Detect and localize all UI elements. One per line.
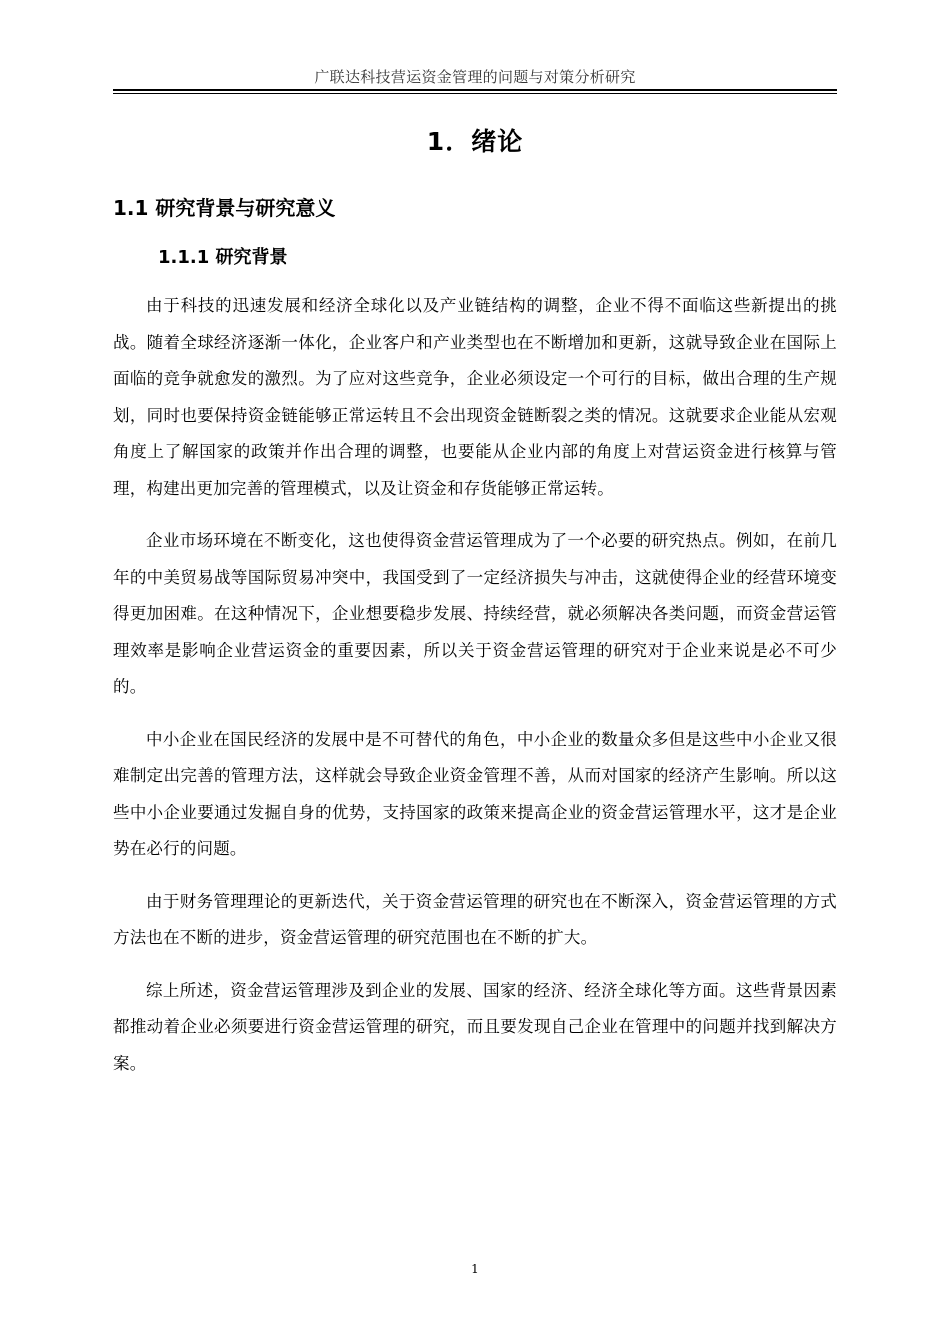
paragraph-1: 由于科技的迅速发展和经济全球化以及产业链结构的调整，企业不得不面临这些新提出的挑战。随着全球经济逐渐一体化，企业客户和产业类型也在不断增加和更新，这就导致企业在国际上面临的竞争就愈发的激烈。为了应对这些竞争，企业必须设定一个可行的目标，做出合理的生产规划，同时也要保持资金链能够正常运转且不会出现资金链断裂之类的情况。这就要求企业能从宏观角度上了解国家的政策并作出合理的调整，也要能从企业内部的角度上对营运资金进行核算与管理，构建出更加完善的管理模式，以及让资金和存货能够正常运转。 [113, 296, 837, 498]
paragraph-4: 由于财务管理理论的更新迭代，关于资金营运管理的研究也在不断深入，资金营运管理的方式方法也在不断的进步，资金营运管理的研究范围也在不断的扩大。 [113, 891, 837, 947]
page-number: 1 [471, 1262, 479, 1276]
running-header: 广联达科技营运资金管理的问题与对策分析研究 [314, 68, 636, 86]
paragraph-2: 企业市场环境在不断变化，这也使得资金营运管理成为了一个必要的研究热点。例如，在前几年的中美贸易战等国际贸易冲突中，我国受到了一定经济损失与冲击，这就使得企业的经营环境变得更加困难。在这种情况下，企业想要稳步发展、持续经营，就必须解决各类问题，而资金营运管理效率是影响企业营运资金的重要因素，所以关于资金营运管理的研究对于企业来说是必不可少的。 [113, 531, 837, 696]
paragraph-3: 中小企业在国民经济的发展中是不可替代的角色，中小企业的数量众多但是这些中小企业又很难制定出完善的管理方法，这样就会导致企业资金管理不善，从而对国家的经济产生影响。所以这些中小企业要通过发掘自身的优势，支持国家的政策来提高企业的资金营运管理水平，这才是企业势在必行的问题。 [113, 729, 837, 858]
chapter-title: 1．绪论 [426, 127, 524, 156]
section-title: 1.1 研究背景与研究意义 [113, 196, 336, 220]
body-text [113, 288, 837, 1098]
header-double-rule [113, 89, 837, 94]
subsection-title: 1.1.1 研究背景 [158, 247, 288, 268]
paragraph-5: 综上所述，资金营运管理涉及到企业的发展、国家的经济、经济全球化等方面。这些背景因素都推动着企业必须要进行资金营运管理的研究，而且要发现自己企业在管理中的问题并找到解决方案。 [113, 980, 837, 1073]
